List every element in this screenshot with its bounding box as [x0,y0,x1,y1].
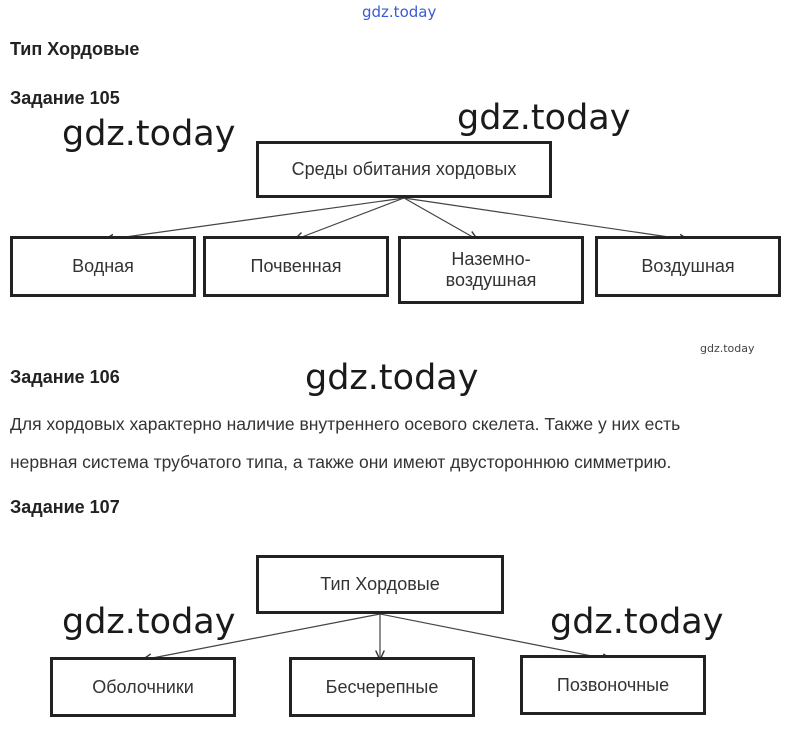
diagram-107-child-box [289,657,475,717]
section-title: Тип Хордовые [10,39,140,59]
diagram-105-child-box [10,236,196,297]
diagram-105-child-label: Воздушная [641,256,735,276]
watermark: gdz.today [305,358,479,398]
task-107-heading: Задание 107 [10,497,120,517]
arrow-105-water [104,198,404,240]
diagram-105-child-box [595,236,781,297]
task-106-heading: Задание 106 [10,367,120,387]
task-106-text-line: нервная система трубчатого типа, а также они имеют двустороннюю симметрию. [10,452,672,472]
watermark: gdz.today [457,98,631,138]
diagram-107-child-label: Позвоночные [556,674,670,695]
diagram-107-child-label: Бесчерепные [325,676,439,697]
arrow-107-vertebrates [380,614,612,660]
diagram-105-root-label: Среды обитания хордовых [291,159,517,179]
arrow-105-soil [294,198,404,240]
diagram-105-root-box [256,141,552,198]
diagram-107-child-label: Оболочники [92,676,194,697]
watermark-small: gdz.today [700,342,755,355]
arrow-105-air [404,198,689,240]
task-106-text [10,405,805,481]
diagram-105-child-box [203,236,389,297]
diagram-105-child-box [398,236,584,304]
arrow-107-tunicates [142,614,380,660]
diagram-107-child-box [520,655,706,715]
diagram-105-child-label: Водная [72,256,134,276]
diagram-107-root-label: Тип Хордовые [320,574,440,594]
watermark: gdz.today [62,114,236,154]
task-106-text-line: Для хордовых характерно наличие внутреннего осевого скелета. Также у них есть [10,414,681,434]
diagram-107-child-box [50,657,236,717]
watermark: gdz.today [62,602,236,642]
task-105-heading: Задание 105 [10,88,120,108]
diagram-107-root-box [256,555,504,614]
diagram-105-child-label: Почвенная [250,256,342,276]
diagram-105-child-label: Наземно- воздушная [445,249,537,290]
arrow-105-land-air [404,198,478,240]
watermark-top: gdz.today [362,3,437,21]
watermark: gdz.today [550,602,724,642]
